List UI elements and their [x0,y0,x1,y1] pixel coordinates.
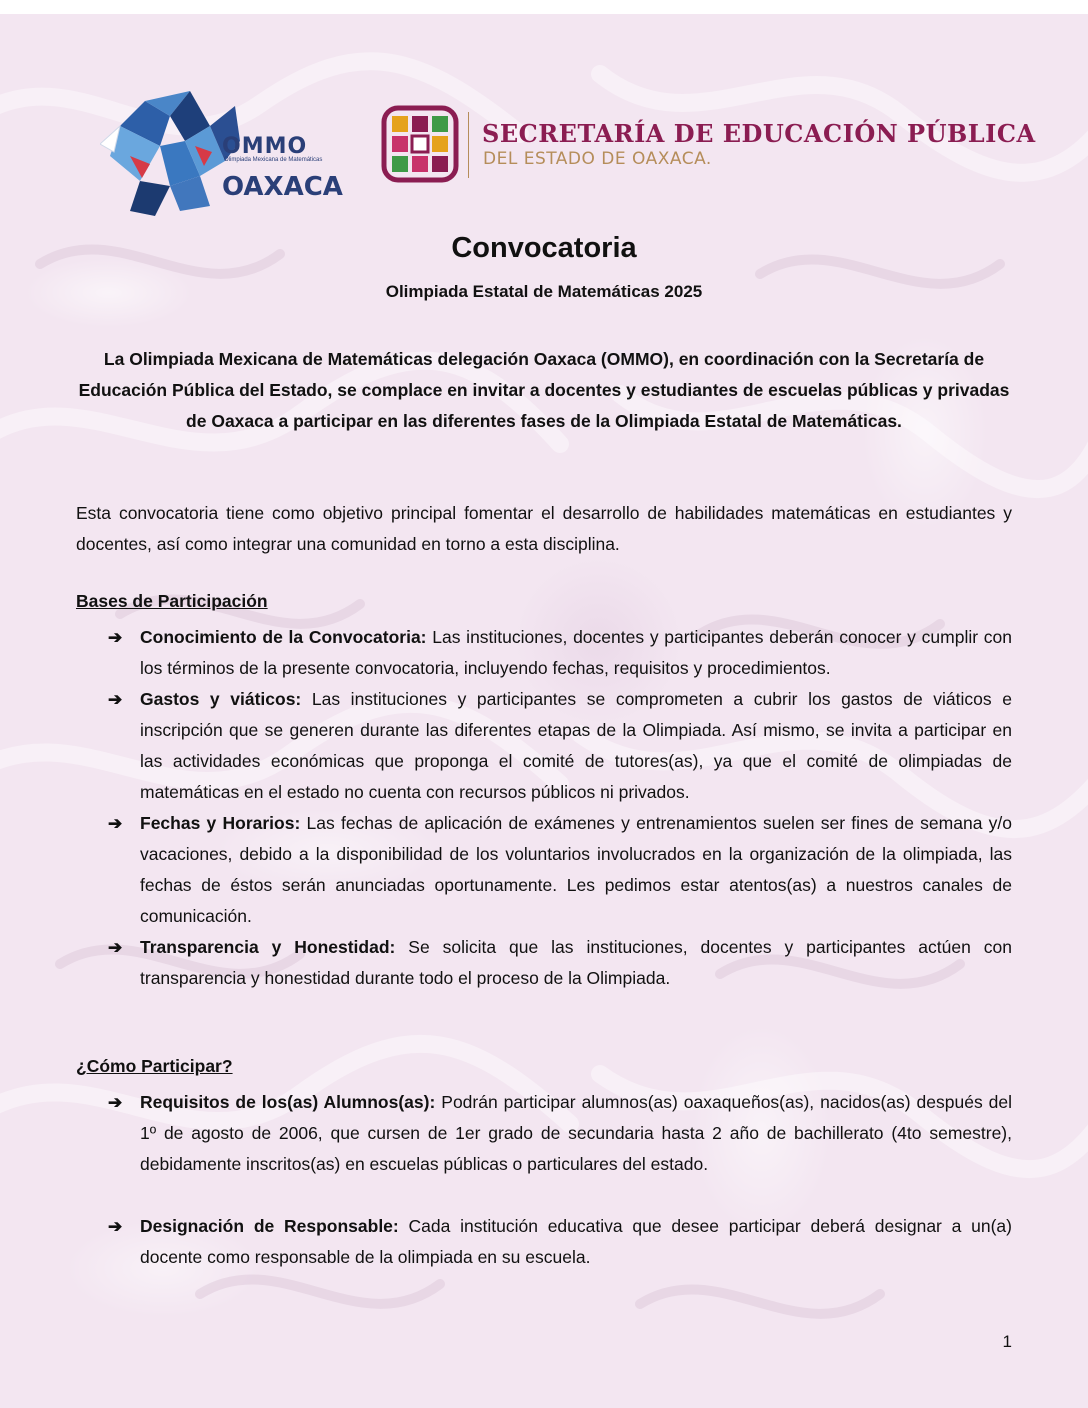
item-text: Se solicita que las instituciones, docentes y participantes actúen con transparencia y honestidad durante todo el proceso de la Olimpiada. [140,937,1012,988]
item-text: Podrán participar alumnos(as) oaxaqueños(as), nacidos(as) después del 1º de agosto de 2006, que cursen de 1er grado de secundaria hasta 2 año de bachillerato (4to semestre), debidamente inscritos(as) en escuelas públicas o particulares del estado. [140,1092,1013,1174]
bases-list [76,622,1012,994]
document-page [0,14,1088,1408]
list-spacer [76,1180,1012,1211]
ommo-logo-city: OAXACA [222,172,343,202]
item-text: Las instituciones, docentes y participantes deberán conocer y cumplir con los términos de la presente convocatoria, incluyendo fechas, requisitos y procedimientos. [140,627,1012,678]
document-subtitle: Olimpiada Estatal de Matemáticas 2025 [385,282,703,301]
list-item [76,684,1012,808]
item-text: Cada institución educativa que desee participar deberá designar a un(a) docente como responsable de la olimpiada en su escuela. [140,1216,1012,1267]
list-item [76,1087,1012,1180]
item-label: Fechas y Horarios: [140,813,301,833]
sep-logo-title: SECRETARÍA DE EDUCACIÓN PÚBLICA [482,119,1036,148]
arrow-bullet-icon: ➔ [108,938,123,957]
page-number: 1 [1002,1332,1012,1351]
item-text: Las fechas de aplicación de exámenes y entrenamientos suelen ser fines de semana y/o vacaciones, debido a la disponibilidad de los voluntarios involucrados en la organización de la olimpiada, las fechas de éstos serán anunciadas oportunamente. Les pedimos estar atentos(as) a nuestros canales de comunicación. [140,813,1013,926]
item-label: Gastos y viáticos: [140,689,302,709]
item-label: Transparencia y Honestidad: [140,937,396,957]
item-label: Designación de Responsable: [140,1216,399,1236]
arrow-bullet-icon: ➔ [108,628,123,647]
sep-emblem-icon [380,104,460,184]
sep-logo-subtitle: DEL ESTADO DE OAXACA. [483,149,712,169]
objective-paragraph: Esta convocatoria tiene como objetivo principal fomentar el desarrollo de habilidades matemáticas en estudiantes y docentes, así como integrar una comunidad en torno a esta disciplina. [76,503,1012,554]
participar-list [76,1087,1012,1273]
bases-heading: Bases de Participación [76,591,268,611]
list-item [76,932,1012,994]
participar-heading: ¿Cómo Participar? [76,1056,233,1076]
item-label: Requisitos de los(as) Alumnos(as): [140,1092,436,1112]
sep-logo-divider [468,112,469,178]
list-item [76,808,1012,932]
arrow-bullet-icon: ➔ [108,1217,123,1236]
list-item [76,622,1012,684]
ommo-logo-tagline: Olimpiada Mexicana de Matemáticas [224,157,323,163]
ommo-logo-word: OMMO [222,134,308,159]
arrow-bullet-icon: ➔ [108,690,123,709]
document-title: Convocatoria [451,232,637,264]
item-text: Las instituciones y participantes se comprometen a cubrir los gastos de viáticos e inscripción que se generen durante las diferentes etapas de la Olimpiada. Así mismo, se invita a participar en las actividades económicas que proponga el comité de tutores(as), ya que el comité de olimpiadas de matemáticas en el estado no cuenta con recursos públicos ni privados. [140,689,1012,802]
arrow-bullet-icon: ➔ [108,814,123,833]
list-item [76,1211,1012,1273]
intro-paragraph: La Olimpiada Mexicana de Matemáticas delegación Oaxaca (OMMO), en coordinación con la Secretaría de Educación Pública del Estado, se complace en invitar a docentes y estudiantes de escuelas públicas y privadas de Oaxaca a participar en las diferentes fases de la Olimpiada Estatal de Matemáticas. [78,349,1010,431]
arrow-bullet-icon: ➔ [108,1093,123,1112]
item-label: Conocimiento de la Convocatoria: [140,627,427,647]
